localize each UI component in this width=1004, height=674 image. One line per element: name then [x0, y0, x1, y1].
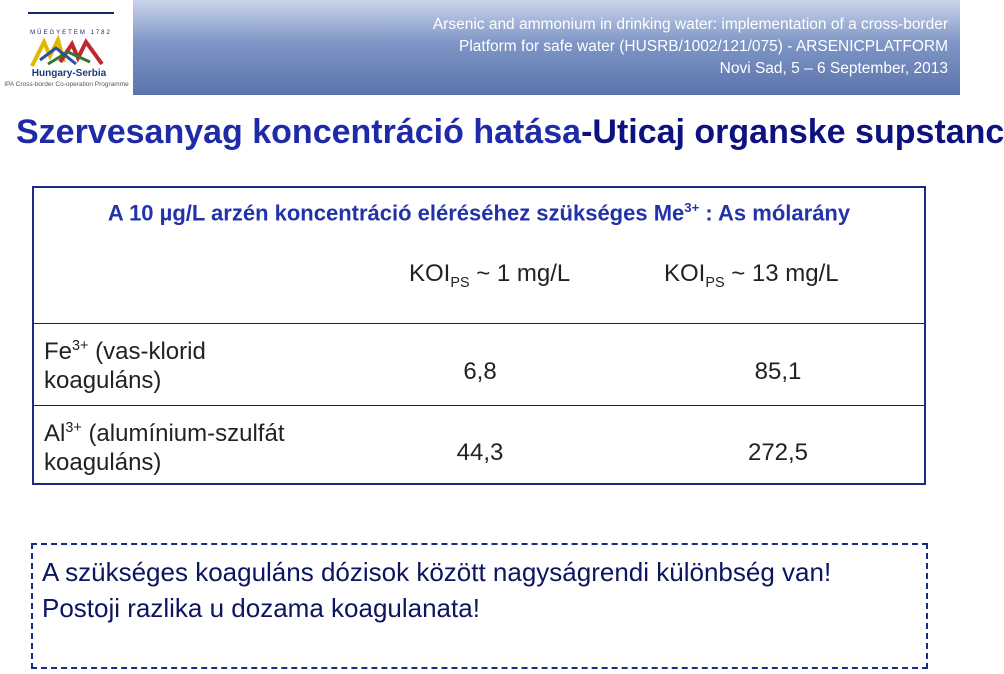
column-header-low: $KOI_{PS}$ ~ 1 mg/L: [409, 260, 571, 291]
cell-aluminium-high: 272,5: [747, 439, 809, 466]
column-header-high: $KOI_{PS}$ ~ 13 mg/L: [664, 260, 839, 291]
hungary-serbia-logo-icon: [30, 38, 104, 68]
project-line-1: Arsenic and ammonium in drinking water: implementation of a cross-border: [432, 16, 948, 33]
conclusion-hungarian: A szükséges koaguláns dózisok között nagyságrendi különbség van!: [42, 557, 832, 587]
title-serbian: -Uticaj organske supstanc: [581, 113, 1004, 151]
cell-iron-high: 85,1: [754, 358, 802, 385]
cell-iron-low: 6,8: [463, 358, 497, 385]
conclusion-box: [31, 543, 928, 669]
logo-area: [0, 0, 133, 95]
logo-subtitle: IPA Cross-border Co-operation Programme: [4, 81, 129, 88]
logo-name: Hungary-Serbia: [31, 68, 107, 79]
table-divider: [34, 323, 924, 324]
table-divider: [34, 405, 924, 406]
table-heading: A 10 µg/L arzén koncentráció eléréséhez szükséges $Me^{3+}$ : As mólarány: [107, 200, 851, 226]
cell-aluminium-low: 44,3: [456, 439, 504, 466]
slide-header: [0, 0, 960, 95]
row-label-aluminium: $Al^{3+}$ (alumínium-szulfát koaguláns): [44, 420, 285, 476]
university-crest-icon: [28, 12, 114, 32]
slide-title: [16, 113, 1004, 152]
conclusion-serbian: Postoji razlika u dozama koagulanata!: [42, 593, 480, 623]
results-table: [32, 186, 926, 485]
title-hungarian: Szervesanyag koncentráció hatása: [16, 113, 582, 151]
project-info: [388, 14, 948, 80]
logo-text: MŰEGYETEM 1782: [30, 30, 112, 36]
project-line-2: Platform for safe water (HUSRB/1002/121/075) - ARSENICPLATFORM: [459, 38, 948, 55]
project-line-3: Novi Sad, 5 – 6 September, 2013: [719, 60, 948, 77]
row-label-iron: $Fe^{3+}$ (vas-klorid koaguláns): [44, 338, 206, 394]
